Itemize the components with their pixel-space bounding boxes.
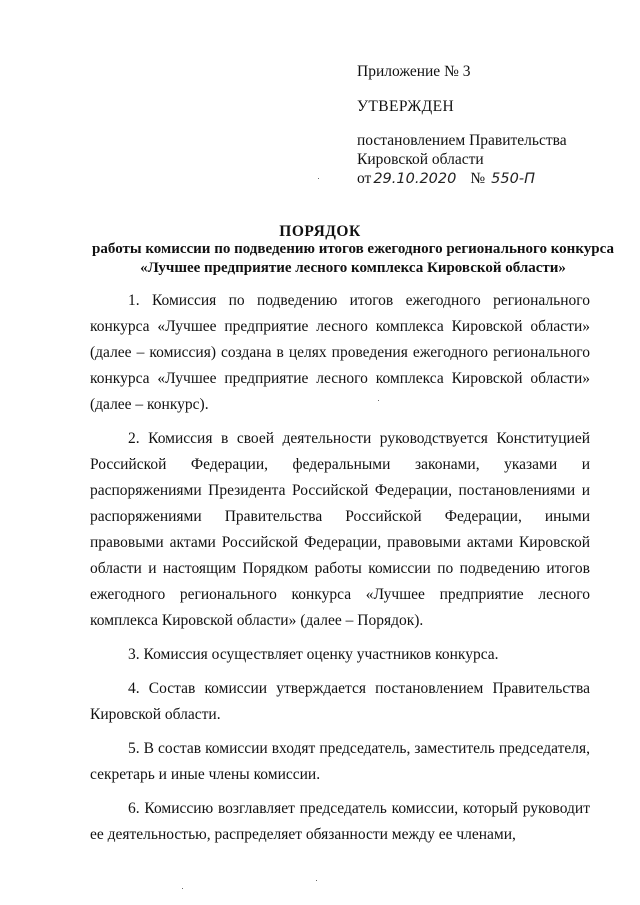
approval-block <box>357 62 627 189</box>
document-title: ПОРЯДОК <box>279 223 361 240</box>
date-number-line <box>357 169 627 189</box>
scan-speck <box>316 880 317 881</box>
paragraph-2: 2. Комиссия в своей деятельности руководствуется Конституцией Российской Федерации, федеральными законами, указами и распоряжениями Президента Российской Федерации, постановлениями и распоряжениями Правительства Российской Федерации, иными правовыми актами Российской Федерации, правовыми актами Кировской области и настоящим Порядком работы комиссии по подведению итогов ежегодного регионального конкурса «Лучшее предприятие лесного комплекса Кировской области» (далее – Порядок). <box>90 430 590 629</box>
number-prefix: № <box>470 170 486 187</box>
paragraph-5: 5. В состав комиссии входят председатель, заместитель председателя, секретарь и иные члены комиссии. <box>90 740 590 783</box>
approved-by-line-2: Кировской области <box>357 151 484 168</box>
document-body <box>90 288 590 856</box>
annex-label: Приложение № 3 <box>357 63 471 80</box>
handwritten-number: 550-П <box>491 171 535 187</box>
handwritten-date: 29.10.2020 <box>373 171 457 187</box>
paragraph-3: 3. Комиссия осуществляет оценку участников конкурса. <box>128 646 499 663</box>
paragraph-6: 6. Комиссию возглавляет председатель комиссии, который руководит ее деятельностью, распределяет обязанности между ее членами, <box>90 800 590 843</box>
paragraph-1: 1. Комиссия по подведению итогов ежегодного регионального конкурса «Лучшее предприятие лесного комплекса Кировской области» (далее – комиссия) создана в целях проведения ежегодного регионального конкурса «Лучшее предприятие лесного комплекса Кировской области» (далее – конкурс). <box>90 292 590 413</box>
scan-speck <box>182 888 183 889</box>
approved-by-line-1: постановлением Правительства <box>357 132 567 149</box>
approved-label: УТВЕРЖДЕН <box>357 98 455 115</box>
paragraph-4: 4. Состав комиссии утверждается постановлением Правительства Кировской области. <box>90 680 590 723</box>
scan-speck <box>378 400 379 401</box>
date-prefix: от <box>357 170 372 187</box>
scan-speck <box>318 178 319 179</box>
document-subtitle: работы комиссии по подведению итогов ежегодного регионального конкурса «Лучшее предприятие лесного комплекса Кировской области» <box>92 241 614 276</box>
